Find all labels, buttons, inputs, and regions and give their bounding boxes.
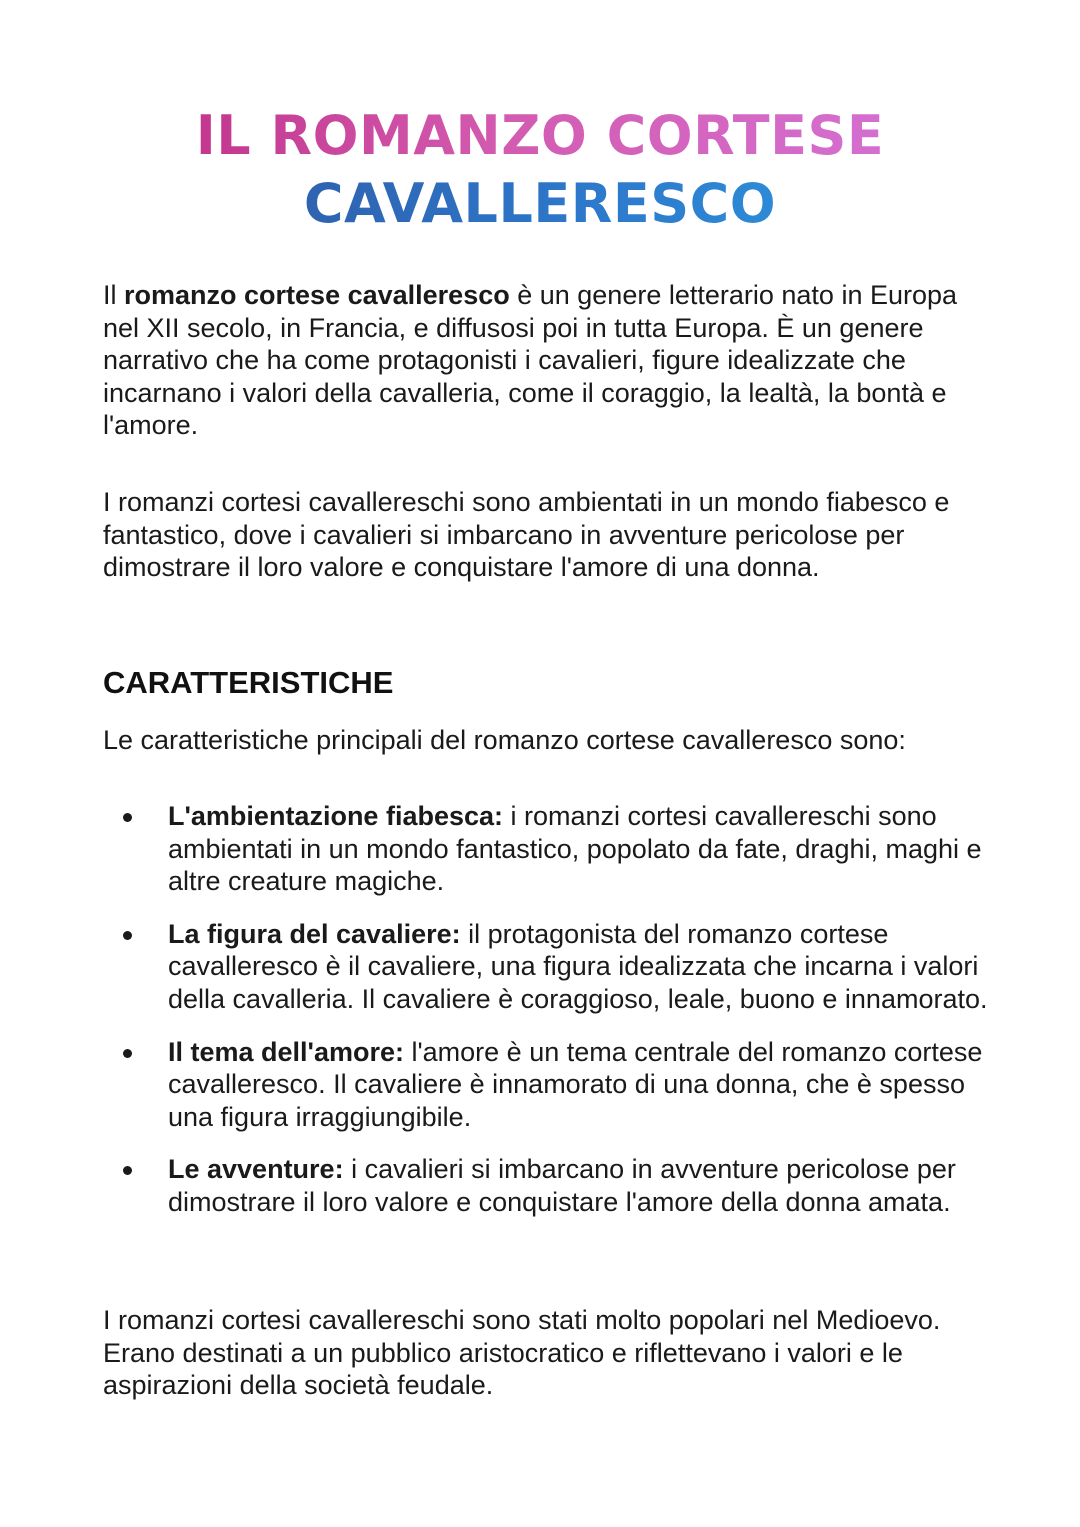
list-item-label: Le avventure: — [168, 1154, 344, 1185]
section-heading: CARATTERISTICHE — [103, 665, 394, 700]
bullet-icon — [123, 1166, 132, 1175]
list-item-label: L'ambientazione fiabesca: — [168, 801, 504, 831]
bullet-icon — [123, 931, 132, 940]
intro-paragraph-2: I romanzi cortesi cavallereschi sono ambientati in un mondo fiabesco e fantastico, dove i cavalieri si imbarcano in avventure pericolose per dimostrare il loro valore e conquistare l'amore di una donna. — [103, 487, 950, 583]
list-item — [103, 1153, 993, 1218]
list-item-text: i romanzi cortesi cavallereschi sono ambientati in un mondo fantastico, popolato da fate, draghi, maghi e altre creature magiche. — [168, 801, 982, 897]
list-item-text: l'amore è un tema centrale del romanzo cortese cavalleresco. Il cavaliere è innamorato di una donna, che è spesso una figura irraggiungibile. — [168, 1036, 983, 1132]
title-line-2 — [0, 172, 1080, 236]
closing-paragraph: I romanzi cortesi cavallereschi sono stati molto popolari nel Medioevo. Erano destinati a un pubblico aristocratico e riflettevano i valori e le aspirazioni della società feudale. — [103, 1305, 941, 1401]
list-item — [103, 918, 993, 1016]
list-item — [103, 800, 993, 898]
bullet-icon — [123, 1049, 132, 1058]
list-item-text: i cavalieri si imbarcano in avventure pericolose per dimostrare il loro valore e conquistare l'amore della donna amata. — [168, 1154, 956, 1217]
intro-p1-prefix: Il — [103, 280, 125, 310]
list-item-label: La figura del cavaliere: — [168, 918, 461, 949]
list-item-text: il protagonista del romanzo cortese cavalleresco è il cavaliere, una figura idealizzata che incarna i valori della cavalleria. Il cavaliere è coraggioso, leale, buono e innamorato. — [168, 918, 988, 1014]
title-line-1-text: IL ROMANZO CORTESE — [195, 104, 885, 167]
intro-p1-rest: è un genere letterario nato in Europa nel XII secolo, in Francia, e diffusosi poi in tutta Europa. È un genere narrativo che ha come protagonisti i cavalieri, figure idealizzate che incarnano i valori della cavalleria, come il coraggio, la lealtà, la bontà e l'amore. — [103, 280, 958, 441]
title-line-2-text: CAVALLERESCO — [303, 172, 777, 235]
section-lead: Le caratteristiche principali del romanzo cortese cavalleresco sono: — [103, 725, 906, 755]
list-item-label: Il tema dell'amore: — [168, 1036, 404, 1067]
bullet-icon — [123, 813, 132, 822]
title-line-1 — [0, 104, 1080, 168]
intro-paragraph-1 — [103, 279, 993, 442]
list-item — [103, 1036, 993, 1134]
characteristics-list — [103, 800, 993, 1239]
intro-p1-bold-term: romanzo cortese cavalleresco — [124, 280, 510, 310]
